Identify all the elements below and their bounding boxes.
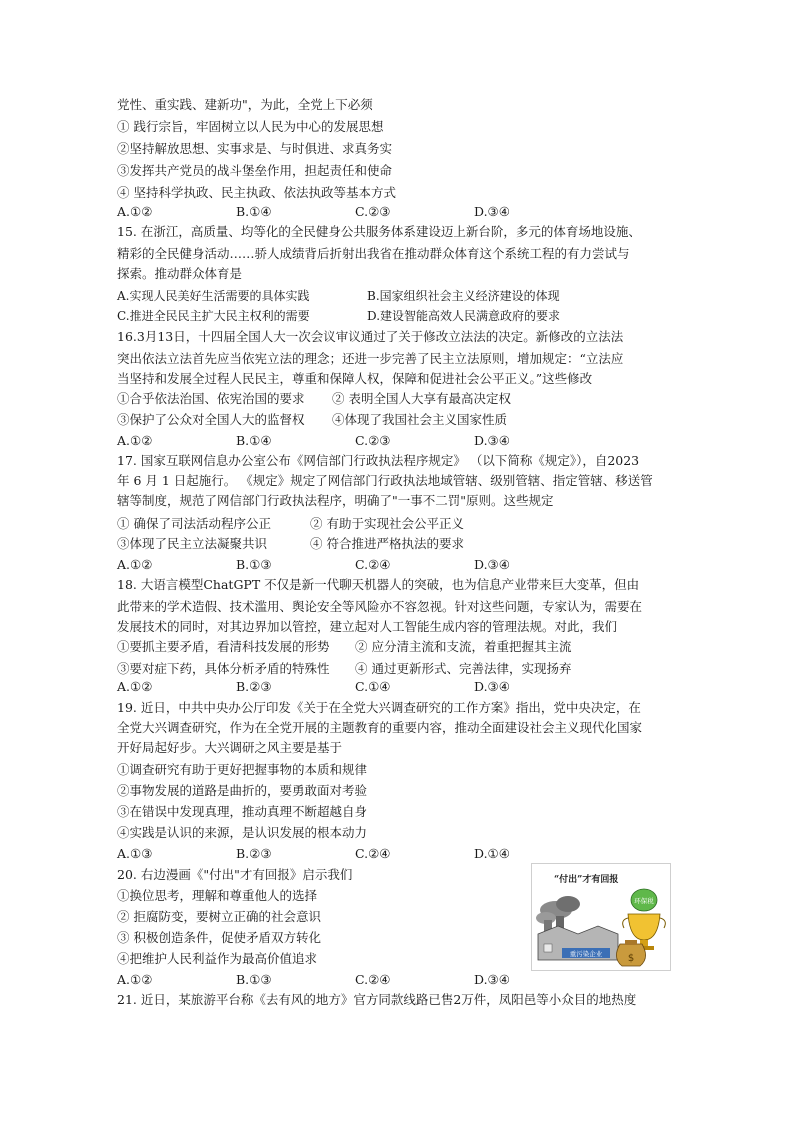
eco-tax-sign xyxy=(631,889,657,911)
q15-option-b: B.国家组织社会主义经济建设的体现 xyxy=(367,289,560,303)
q16-stem-line-3: 当坚持和发展全过程人民民主，尊重和保障人权，保障和促进社会公平正义。”这些修改 xyxy=(117,371,593,386)
q20-option-c: C.②④ xyxy=(355,972,391,987)
q18-item-3: ③要对症下药，具体分析矛盾的特殊性 xyxy=(117,661,330,676)
q20-item-3: ③ 积极创造条件，促使矛盾双方转化 xyxy=(117,930,321,945)
q18-stem-line-2: 此带来的学术造假、技术滥用、舆论安全等风险亦不容忽视。针对这些问题，专家认为，需要在 xyxy=(117,599,643,614)
q19-option-b: B.②③ xyxy=(236,846,272,861)
q17-option-d: D.③④ xyxy=(474,557,510,572)
cartoon-title: “付出”才有回报 xyxy=(554,875,619,885)
q20-option-b: B.①③ xyxy=(236,972,272,987)
q18-item-2: ② 应分清主流和支流，着重把握其主流 xyxy=(355,639,572,654)
q14-item-1: ① 践行宗旨，牢固树立以人民为中心的发展思想 xyxy=(117,119,384,134)
money-bag-symbol: $ xyxy=(627,953,635,964)
q17-option-a: A.①② xyxy=(117,557,153,572)
q16-stem-line-2: 突出依法立法首先应当依宪立法的理念；还进一步完善了民主立法原则，增加规定：“立法应 xyxy=(117,351,624,366)
q14-option-a: A.①② xyxy=(117,204,153,219)
q17-stem-line-3: 辖等制度，规范了网信部门行政执法程序，明确了"一事不二罚"原则。这些规定 xyxy=(117,493,554,508)
eco-tax-label: 环保税 xyxy=(634,897,654,905)
q17-item-1: ① 确保了司法活动程序公正 xyxy=(117,516,271,531)
q16-stem-line-1: 16.3月13日，十四届全国人大一次会议审议通过了关于修改立法法的决定。新修改的立法法 xyxy=(117,329,624,344)
cartoon-illustration xyxy=(531,863,671,971)
q18-option-c: C.①④ xyxy=(355,679,391,694)
q14-option-c: C.②③ xyxy=(355,204,391,219)
q15-stem-line-3: 探索。推动群众体育是 xyxy=(117,266,243,281)
q19-item-2: ②事物发展的道路是曲折的，要勇敢面对考验 xyxy=(117,783,368,798)
q19-option-c: C.②④ xyxy=(355,846,391,861)
q17-stem-line-1: 17. 国家互联网信息办公室公布《网信部门行政执法程序规定》 （以下简称《规定》），自2023 xyxy=(117,453,640,468)
q14-option-d: D.③④ xyxy=(474,204,510,219)
q17-item-4: ④ 符合推进严格执法的要求 xyxy=(310,536,464,551)
q16-item-4: ④体现了我国社会主义国家性质 xyxy=(332,412,508,427)
q18-option-b: B.②③ xyxy=(236,679,272,694)
q20-option-d: D.③④ xyxy=(474,972,510,987)
q17-option-c: C.②④ xyxy=(355,557,391,572)
money-bag-icon xyxy=(616,940,645,966)
q15-option-d: D.建设智能高效人民满意政府的要求 xyxy=(367,309,561,323)
q19-item-1: ①调查研究有助于更好把握事物的本质和规律 xyxy=(117,762,368,777)
q19-stem-line-2: 全党大兴调查研究，作为在全党开展的主题教育的重要内容，推动全面建设社会主义现代化国家 xyxy=(117,720,643,735)
q17-stem-line-2: 年 6 月 1 日起施行。 《规定》规定了网信部门行政执法地域管辖、级别管辖、指定管辖、移送管 xyxy=(117,473,653,488)
q16-option-c: C.②③ xyxy=(355,433,391,448)
q16-item-2: ② 表明全国人大享有最高决定权 xyxy=(332,391,511,406)
q20-item-1: ①换位思考，理解和尊重他人的选择 xyxy=(117,888,318,903)
q16-item-1: ①合乎依法治国、依宪治国的要求 xyxy=(117,391,305,406)
q16-option-a: A.①② xyxy=(117,433,153,448)
q19-item-4: ④实践是认识的来源，是认识发展的根本动力 xyxy=(117,825,368,840)
q15-stem-line-1: 15. 在浙江，高质量、均等化的全民健身公共服务体系建设迈上新台阶，多元的体育场地设施、 xyxy=(117,224,641,239)
factory-label: 重污染企业 xyxy=(569,950,603,958)
q20-stem-line: 20. 右边漫画《"付出"才有回报》启示我们 xyxy=(117,867,353,882)
factory-building xyxy=(538,926,618,960)
q14-item-3: ③发挥共产党员的战斗堡垒作用，担起责任和使命 xyxy=(117,163,393,178)
q14-stem-line: 党性、重实践、建新功"，为此，全党上下必须 xyxy=(117,97,373,112)
q19-option-a: A.①③ xyxy=(117,846,153,861)
q17-item-2: ② 有助于实现社会公平正义 xyxy=(310,516,464,531)
q15-option-a: A.实现人民美好生活需要的具体实践 xyxy=(117,289,310,303)
q16-option-d: D.③④ xyxy=(474,433,510,448)
q21-stem-line-1: 21. 近日，某旅游平台称《去有风的地方》官方同款线路已售2万件，凤阳邑等小众目的地热度 xyxy=(117,992,637,1007)
q18-stem-line-1: 18. 大语言模型ChatGPT 不仅是新一代聊天机器人的突破，也为信息产业带来巨大变革，但由 xyxy=(117,577,640,592)
q14-option-b: B.①④ xyxy=(236,204,272,219)
q14-item-2: ②坚持解放思想、实事求是、与时俱进、求真务实 xyxy=(117,141,393,156)
q17-item-3: ③体现了民主立法凝聚共识 xyxy=(117,536,268,551)
q18-item-1: ①要抓主要矛盾，看清科技发展的形势 xyxy=(117,639,330,654)
q16-option-b: B.①④ xyxy=(236,433,272,448)
q19-option-d: D.①④ xyxy=(474,846,510,861)
q18-item-4: ④ 通过更新形式、完善法律，实现扬弃 xyxy=(355,661,572,676)
q15-option-c: C.推进全民民主扩大民主权利的需要 xyxy=(117,309,310,323)
q18-option-d: D.③④ xyxy=(474,679,510,694)
q18-stem-line-3: 发展技术的同时，对其边界加以管控，建立起对人工智能生成内容的管理法规。对此，我们 xyxy=(117,619,618,634)
q14-item-4: ④ 坚持科学执政、民主执政、依法执政等基本方式 xyxy=(117,185,396,200)
q19-item-3: ③在错误中发现真理，推动真理不断超越自身 xyxy=(117,804,368,819)
q20-option-a: A.①② xyxy=(117,972,153,987)
q20-item-4: ④把维护人民利益作为最高价值追求 xyxy=(117,951,318,966)
q15-stem-line-2: 精彩的全民健身活动……骄人成绩背后折射出我省在推动群众体育这个系统工程的有力尝试与 xyxy=(117,246,630,261)
q20-item-2: ② 拒腐防变，要树立正确的社会意识 xyxy=(117,909,321,924)
q18-option-a: A.①② xyxy=(117,679,153,694)
q17-option-b: B.①③ xyxy=(236,557,272,572)
q16-item-3: ③保护了公众对全国人大的监督权 xyxy=(117,412,305,427)
q19-stem-line-3: 开好局起好步。大兴调研之风主要是基于 xyxy=(117,740,343,755)
q19-stem-line-1: 19. 近日，中共中央办公厅印发《关于在全党大兴调查研究的工作方案》指出，党中央决定，在 xyxy=(117,700,641,715)
